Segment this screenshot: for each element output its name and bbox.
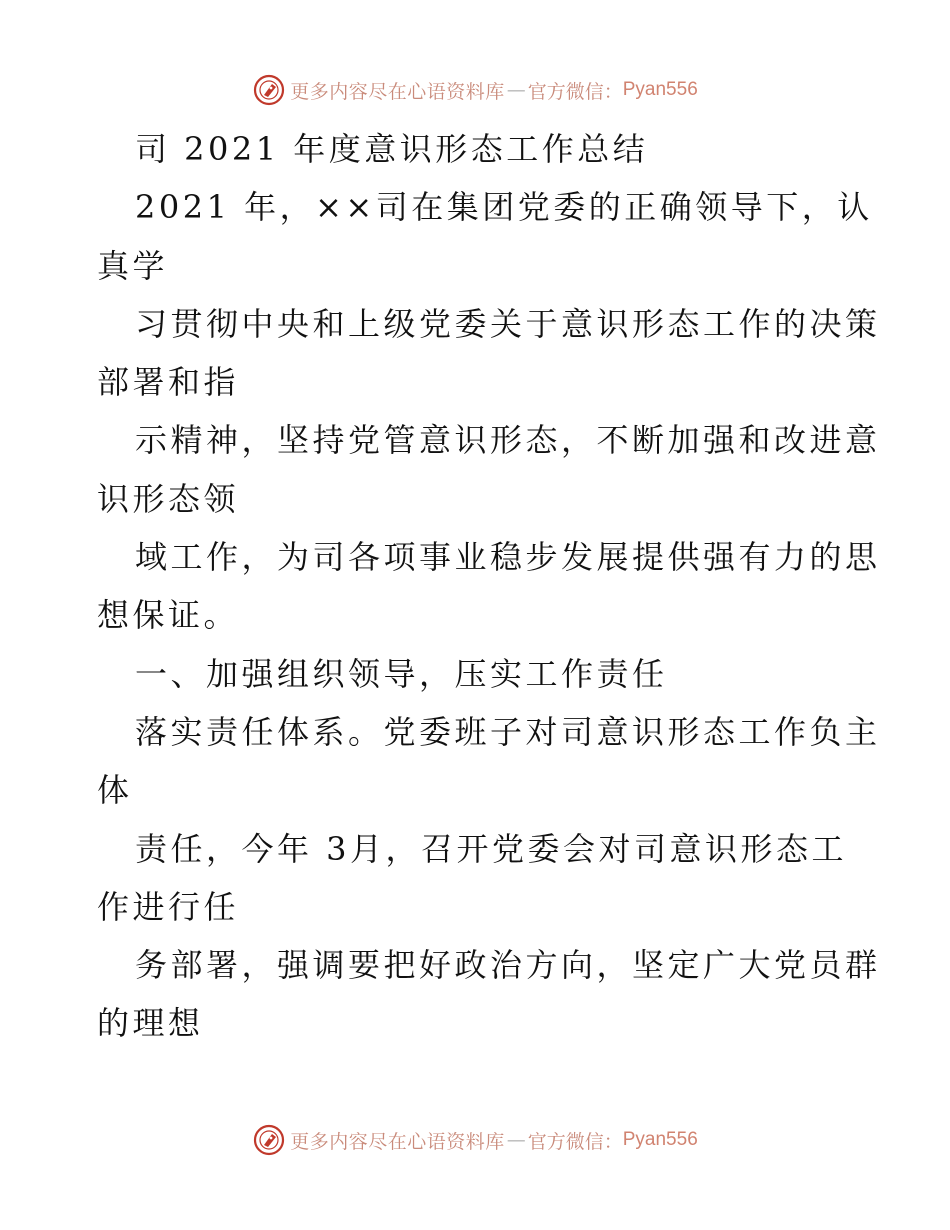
text-line: 识形态领 (97, 479, 240, 518)
watermark-contact-label: 官方微信： (527, 1130, 623, 1153)
text-line: 体 (97, 771, 133, 810)
text-line: 的理想 (97, 1004, 204, 1043)
header-watermark (0, 70, 950, 110)
watermark-separator: — (506, 1129, 526, 1151)
text-line: 落实责任体系。党委班子对司意识形态工作负主 (135, 712, 881, 751)
watermark-text: 更多内容尽在心语资料库 (290, 1130, 505, 1153)
text-line: 示精神，坚持党管意识形态，不断加强和改进意 (135, 421, 881, 460)
watermark-contact-label: 官方微信： (527, 80, 623, 103)
text-line: 想保证。 (97, 596, 240, 635)
watermark-contact-id: Pyan556 (622, 1129, 698, 1150)
text-line: 务部署，强调要把好政治方向，坚定广大党员群 (135, 946, 881, 985)
section-heading: 一、加强组织领导，压实工作责任 (135, 654, 668, 693)
footer-watermark (0, 1120, 950, 1160)
document-body (97, 120, 881, 1053)
watermark-separator: — (506, 79, 526, 101)
text-line: 域工作，为司各项事业稳步发展提供强有力的思 (135, 538, 881, 577)
watermark-text: 更多内容尽在心语资料库 (290, 80, 505, 103)
text-line: 司 2021 年度意识形态工作总结 (135, 130, 649, 168)
text-line: 责任，今年 3月，召开党委会对司意识形态工 (135, 829, 848, 868)
text-line: 习贯彻中央和上级党委关于意识形态工作的决策 (135, 304, 881, 343)
text-line: 真学 (97, 246, 169, 285)
text-line: 部署和指 (97, 363, 240, 402)
pen-nib-circle-icon (252, 73, 286, 107)
watermark-contact-id: Pyan556 (622, 79, 698, 100)
text-line: 2021 年，××司在集团党委的正确领导下，认 (135, 188, 873, 227)
pen-nib-circle-icon (252, 1123, 286, 1157)
text-line: 作进行任 (97, 887, 240, 926)
